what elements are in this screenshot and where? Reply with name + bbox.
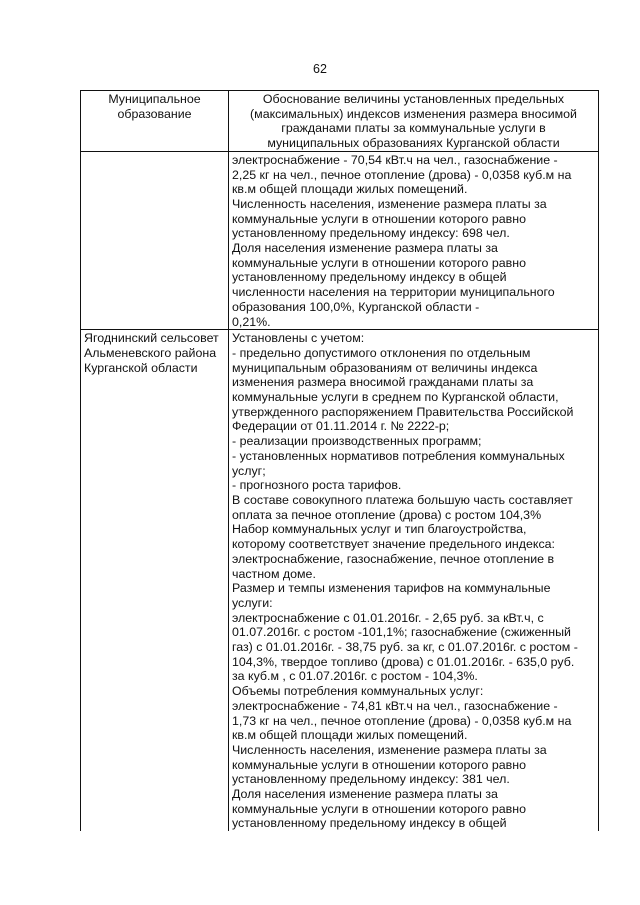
text-line: Доля населения изменение размера платы за xyxy=(232,241,498,256)
text-line: электроснабжение с 01.01.2016г. - 2,65 руб. за кВт.ч, с xyxy=(232,610,544,625)
text-line: 1,73 кг на чел., печное отопление (дрова) - 0,0358 куб.м на xyxy=(232,713,572,728)
text-line: установленному предельному индексу: 698 чел. xyxy=(232,226,510,241)
text-line: Объемы потребления коммунальных услуг: xyxy=(232,684,484,699)
table-row xyxy=(81,330,599,831)
text-line: Доля населения изменение размера платы за xyxy=(232,787,498,802)
table-header-row xyxy=(81,91,599,152)
text-line: частном доме. xyxy=(232,566,316,581)
text-line: электроснабжение - 70,54 кВт.ч на чел., газоснабжение - xyxy=(232,152,558,167)
text-line: 104,3%, твердое топливо (дрова) с 01.01.2016г. - 635,0 руб. xyxy=(232,654,575,669)
header-justification xyxy=(229,91,599,152)
text-line: коммунальные услуги в отношении которого равно xyxy=(232,757,526,772)
text-line: установленному предельному индексу в общей xyxy=(232,270,507,285)
text-line: коммунальные услуги в отношении которого равно xyxy=(232,801,526,816)
text-line: Численность населения, изменение размера платы за xyxy=(232,196,547,211)
justification-table xyxy=(80,90,599,831)
text-line: - реализации производственных программ; xyxy=(232,434,482,449)
text-line: В составе совокупного платежа большую часть составляет xyxy=(232,492,573,507)
header-municipality xyxy=(81,91,229,152)
text-line: коммунальные услуги в отношении которого равно xyxy=(232,211,526,226)
text-line: установленному предельному индексу: 381 чел. xyxy=(232,772,510,787)
row1-justification-cell xyxy=(229,151,599,329)
text-line: за куб.м , с 01.07.2016г. с ростом - 104,3%. xyxy=(232,669,478,684)
text-line: которому соответствует значение предельного индекса: xyxy=(232,537,555,552)
text-line: 0,21%. xyxy=(232,314,271,329)
text-line: Федерации от 01.11.2014 г. № 2222-р; xyxy=(232,419,450,434)
page-number: 62 xyxy=(313,62,327,76)
text-line: кв.м общей площади жилых помещений. xyxy=(232,728,468,743)
text-line: (максимальных) индексов изменения размера вносимой xyxy=(250,106,577,121)
text-line: кв.м общей площади жилых помещений. xyxy=(232,182,468,197)
text-line: изменения размера вносимой гражданами платы за xyxy=(232,375,534,390)
text-line: - прогнозного роста тарифов. xyxy=(232,478,402,493)
text-line: Ягоднинский сельсовет xyxy=(84,331,219,346)
text-line: Муниципальное xyxy=(108,92,201,106)
text-line: коммунальные услуги в среднем по Курганской области, xyxy=(232,390,559,405)
text-line: услуг; xyxy=(232,463,266,478)
text-line: Установлены с учетом: xyxy=(232,331,365,346)
text-line: электроснабжение - 74,81 кВт.ч на чел., газоснабжение - xyxy=(232,698,558,713)
text-line: Альменевского района xyxy=(84,345,217,360)
text-line: газ) с 01.01.2016г. - 38,75 руб. за кг, с 01.07.2016г. с ростом - xyxy=(232,640,578,655)
text-line: услуги: xyxy=(232,595,273,610)
text-line: - предельно допустимого отклонения по отдельным xyxy=(232,345,531,360)
text-line: Обоснование величины установленных предельных xyxy=(262,92,565,106)
text-line: утвержденного распоряжением Правительства Российской xyxy=(232,404,574,419)
table-row xyxy=(81,151,599,329)
text-line: численности населения на территории муниципального xyxy=(232,285,555,300)
text-line: Численность населения, изменение размера платы за xyxy=(232,742,547,757)
text-line: Размер и темпы изменения тарифов на коммунальные xyxy=(232,581,551,596)
text-line: муниципальных образованиях Курганской области xyxy=(267,136,560,151)
text-line: Курганской области xyxy=(84,360,198,375)
text-line: муниципальным образованиям от величины индекса xyxy=(232,360,538,375)
text-line: образование xyxy=(117,106,192,121)
text-line: - установленных нормативов потребления коммунальных xyxy=(232,448,565,463)
text-line: коммунальные услуги в отношении которого равно xyxy=(232,255,526,270)
row2-justification-cell xyxy=(229,330,599,831)
text-line: гражданами платы за коммунальные услуги в xyxy=(281,121,546,136)
text-line: оплата за печное отопление (дрова) с ростом 104,3% xyxy=(232,507,542,522)
text-line: установленному предельному индексу в общей xyxy=(232,816,507,831)
text-line: 01.07.2016г. с ростом -101,1%; газоснабжение (сжиженный xyxy=(232,625,571,640)
text-line: Набор коммунальных услуг и тип благоустройства, xyxy=(232,522,527,537)
text-line: электроснабжение, газоснабжение, печное отопление в xyxy=(232,551,555,566)
row1-municipality-cell xyxy=(81,151,229,329)
text-line: образования 100,0%, Курганской области - xyxy=(232,299,480,314)
text-line: 2,25 кг на чел., печное отопление (дрова) - 0,0358 куб.м на xyxy=(232,167,572,182)
row2-municipality-cell xyxy=(81,330,229,831)
